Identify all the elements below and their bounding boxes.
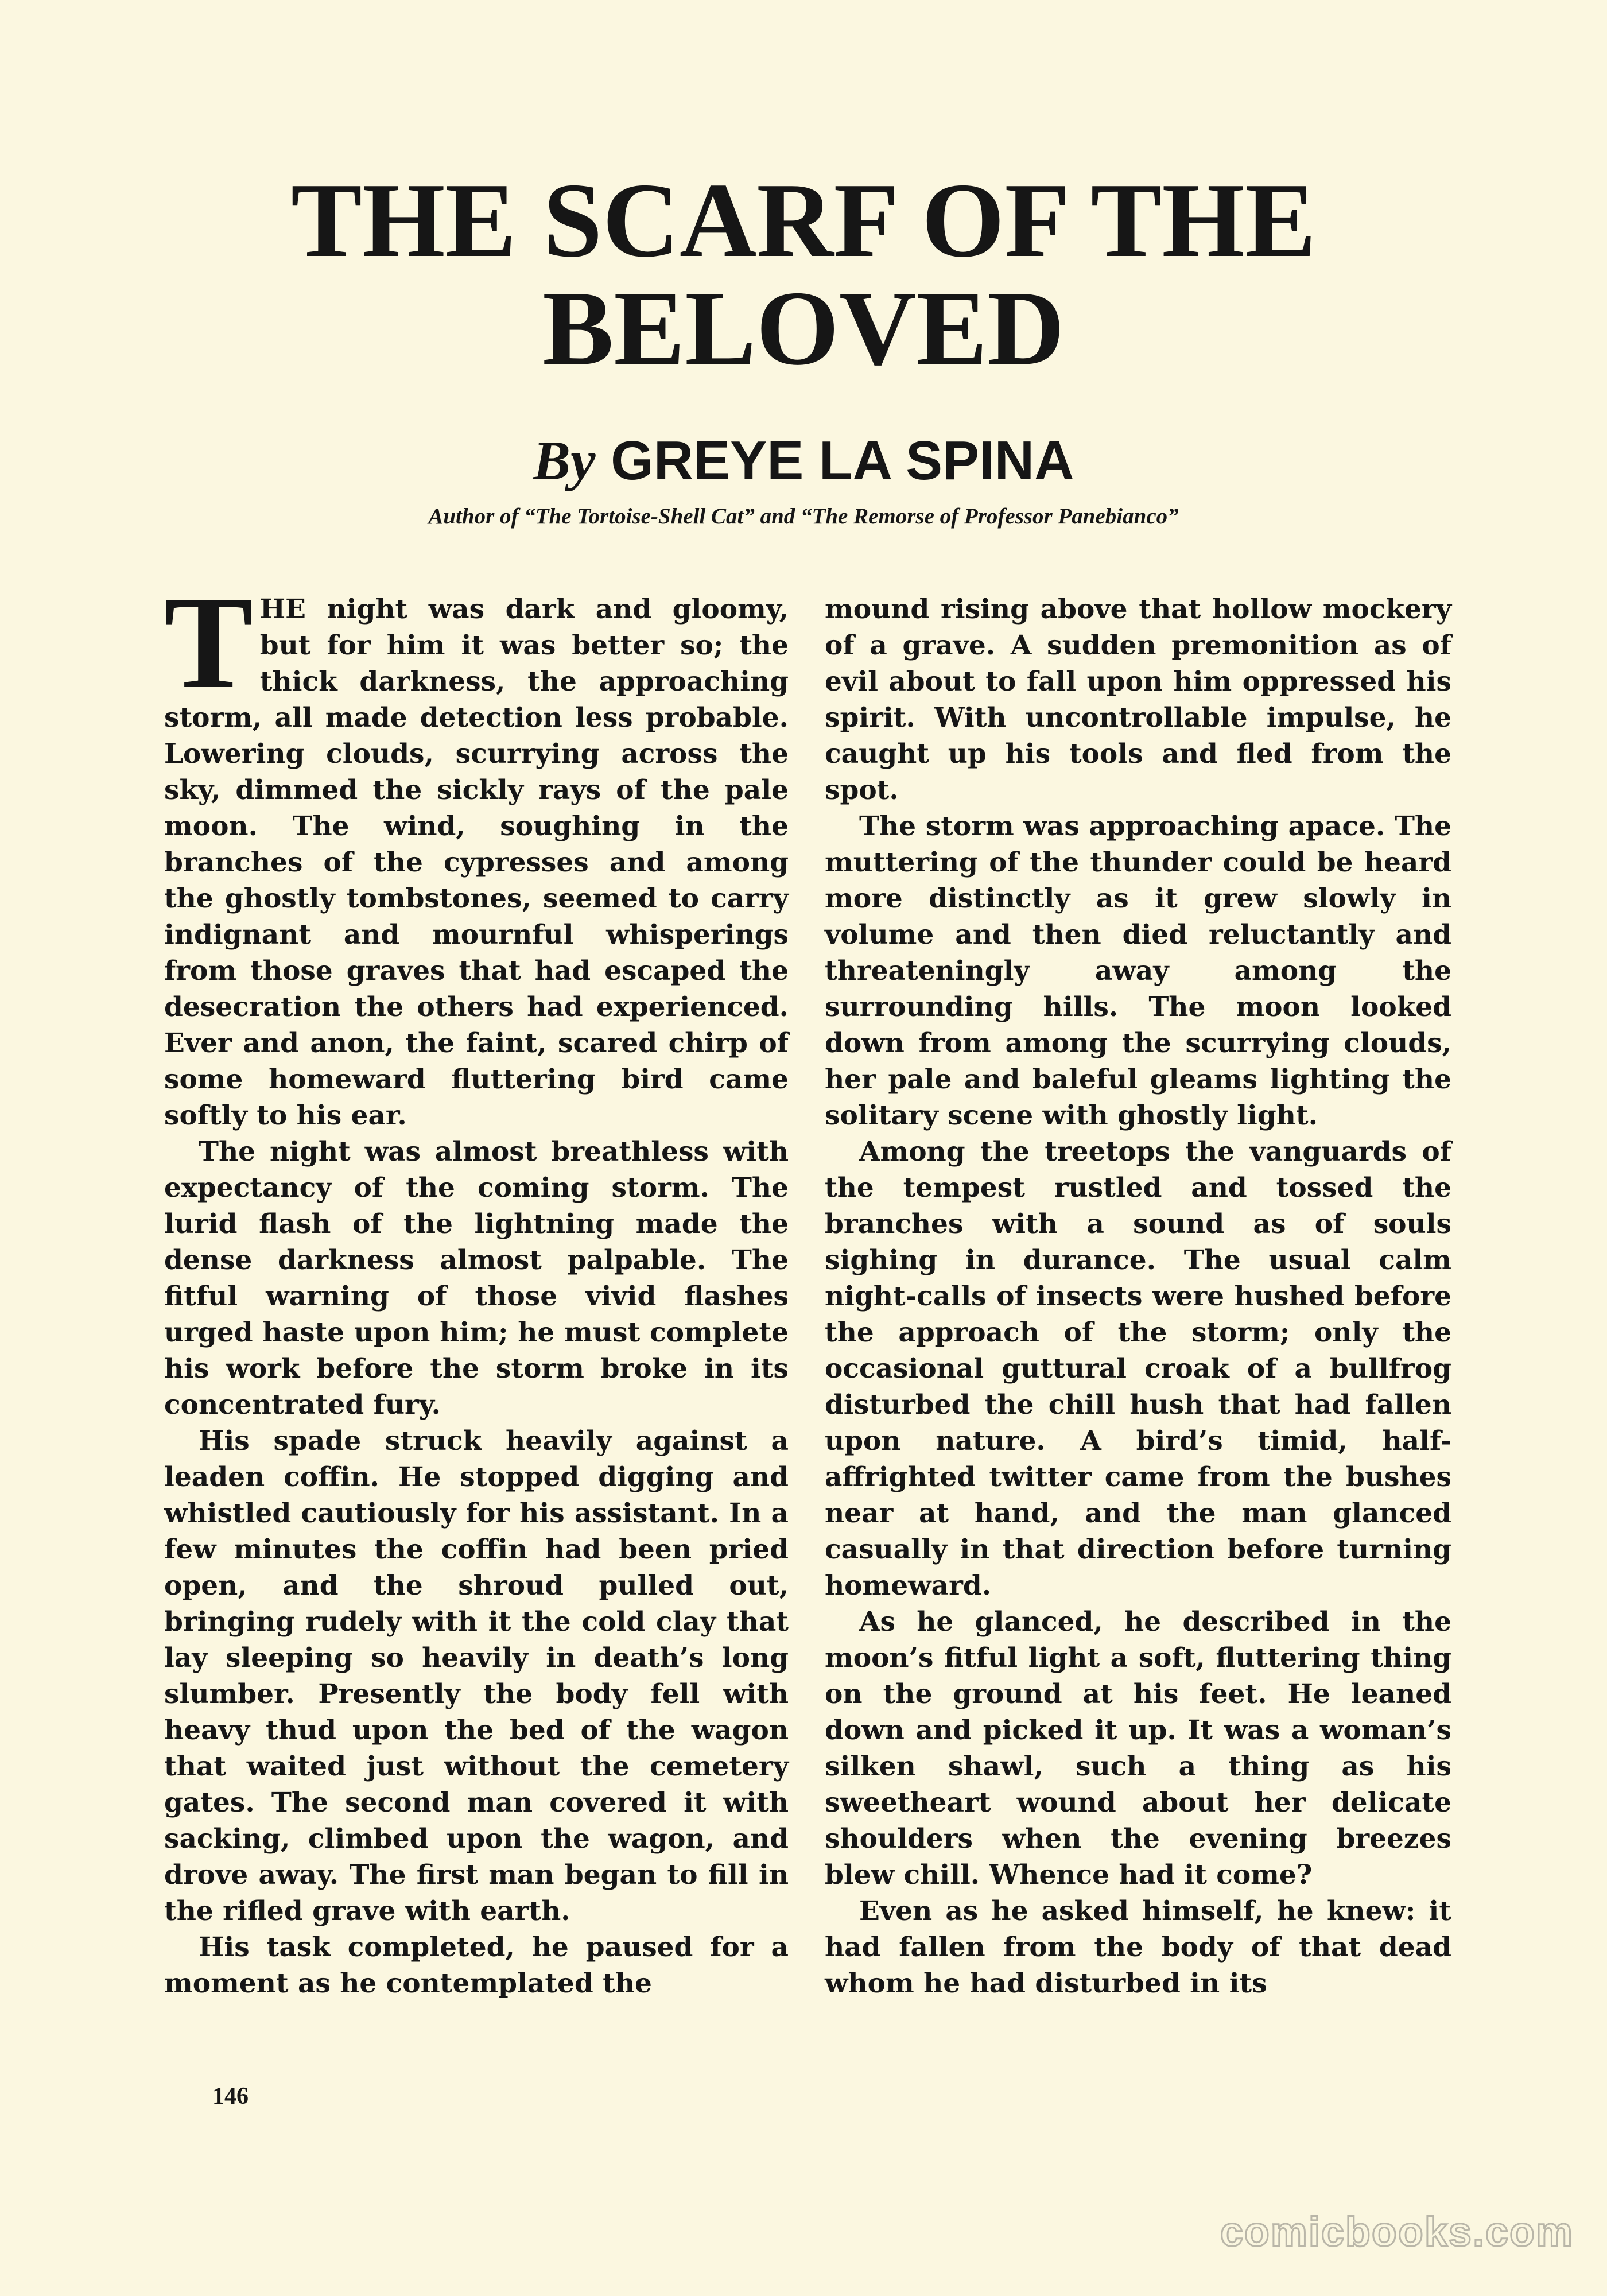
watermark: comicbooks.com [1220, 2209, 1574, 2255]
story-paragraph: Among the treetops the vanguards of the tempest rustled and tossed the branches with a sound as of souls sighing in durance. The usual calm night-calls of insects were hushed before the approach of the storm; only the occasional guttural croak of a bullfrog disturbed the chill hush that had fallen upon nature. A bird’s timid, half-affrighted twitter came from the bushes near at hand, and the man glanced casually in that direction before turning homeward. [825, 1136, 1451, 1601]
story-paragraph: His spade struck heavily against a leaden coffin. He stopped digging and whistled cautiously for his assistant. In a few minutes the coffin had been pried open, and the shroud pulled out, bringing rudely with it the cold clay that lay sleeping so heavily in death’s long slumber. Presently the body fell with heavy thud upon the bed of the wagon that waited just without the cemetery gates. The second man covered it with sacking, climbed upon the wagon, and drove away. The first man began to fill in the rifled grave with earth. [164, 1425, 789, 1927]
story-paragraph: Even as he asked himself, he knew: it had fallen from the body of that dead whom he had disturbed in its [825, 1895, 1451, 1999]
author-name: GREYE LA SPINA [611, 430, 1074, 491]
story-paragraph [164, 569, 789, 1134]
page-number: 146 [212, 2083, 249, 2109]
byline [0, 429, 1607, 492]
left-column [164, 569, 789, 2002]
title-line-2: BELOVED [542, 269, 1065, 387]
story-paragraph: The storm was approaching apace. The muttering of the thunder could be heard more distinctly as it grew slowly in volume and then died reluctantly and threateningly away among the surrounding hills. The moon looked down from among the scurrying clouds, her pale and baleful gleams lighting the solitary scene with ghostly light. [825, 810, 1451, 1131]
story-paragraph: As he glanced, he described in the moon’s fitful light a soft, fluttering thing on the ground at his feet. He leaned down and picked it up. It was a woman’s silken shawl, such a thing as his sweetheart wound about her delicate shoulders when the evening breezes blew chill. Whence had it come? [825, 1606, 1451, 1891]
story-paragraph: The night was almost breathless with expectancy of the coming storm. The lurid flash of the lightning made the dense darkness almost palpable. The fitful warning of those vivid flashes urged haste upon him; he must complete his work before the storm broke in its concentrated fury. [164, 1136, 789, 1421]
story-paragraph: mound rising above that hollow mockery of a grave. A sudden premonition as of evil about to fall upon him oppressed his spirit. With uncontrollable impulse, he caught up his tools and fled from the spot. [825, 594, 1451, 806]
story-paragraph: His task completed, he paused for a moment as he contemplated the [164, 1932, 789, 1999]
author-credits: Author of “The Tortoise-Shell Cat” and “The Remorse of Professor Panebianco” [428, 504, 1179, 529]
title-line-1: THE SCARF OF THE [290, 161, 1317, 280]
drop-cap: T [164, 569, 253, 716]
byline-prefix: By [533, 430, 596, 492]
story-title [0, 161, 1607, 387]
right-column [825, 591, 1451, 2002]
paragraph-text: HE night was dark and gloomy, but for him it was better so; the thick darkness, the approaching storm, all made detection less probable. Lowering clouds, scurrying across the sky, dimmed the sickly rays of the pale moon. The wind, soughing in the branches of the cypresses and among the ghostly tombstones, seemed to carry indignant and mournful whisperings from those graves that had escaped the desecration the others had experienced. Ever and anon, the faint, scared chirp of some homeward fluttering bird came softly to his ear. [164, 594, 789, 1131]
